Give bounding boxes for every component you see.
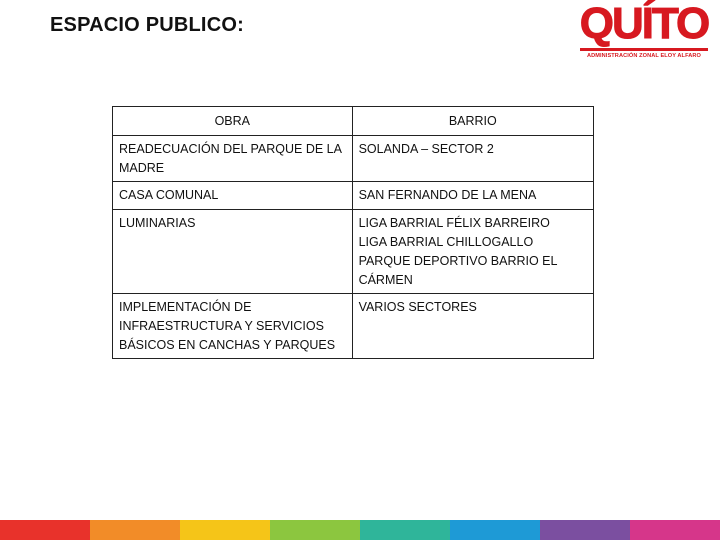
footer-stripe-segment xyxy=(270,520,360,540)
footer-stripe-segment xyxy=(180,520,270,540)
cell-obra: READECUACIÓN DEL PARQUE DE LA MADRE xyxy=(113,136,353,182)
table-row xyxy=(113,294,594,359)
footer-stripe-segment xyxy=(0,520,90,540)
footer-stripe-segment xyxy=(450,520,540,540)
barrio-line: VARIOS SECTORES xyxy=(358,300,477,314)
cell-obra: LUMINARIAS xyxy=(113,210,353,294)
footer-stripe-segment xyxy=(630,520,720,540)
barrio-line: SOLANDA – SECTOR 2 xyxy=(358,142,494,156)
quito-logo xyxy=(578,0,710,62)
cell-barrio xyxy=(352,210,593,294)
cell-obra: CASA COMUNAL xyxy=(113,182,353,210)
barrio-line: LIGA BARRIAL CHILLOGALLO xyxy=(358,235,534,249)
footer-stripe-segment xyxy=(360,520,450,540)
barrio-line: LIGA BARRIAL FÉLIX BARREIRO xyxy=(358,216,550,230)
logo-wordmark: QUÍTO xyxy=(579,0,709,48)
barrio-line: PARQUE DEPORTIVO BARRIO EL CÁRMEN xyxy=(358,254,557,287)
slide-title: ESPACIO PUBLICO: xyxy=(50,14,244,36)
logo-divider xyxy=(580,48,708,51)
logo-subtitle: ADMINISTRACIÓN ZONAL ELOY ALFARO xyxy=(586,53,702,59)
footer-stripe-segment xyxy=(90,520,180,540)
header-barrio: BARRIO xyxy=(352,107,593,136)
cell-barrio xyxy=(352,136,593,182)
cell-barrio xyxy=(352,294,593,359)
footer-color-stripe xyxy=(0,520,720,540)
cell-barrio xyxy=(352,182,593,210)
footer-stripe-segment xyxy=(540,520,630,540)
table-row xyxy=(113,182,594,210)
table-header-row xyxy=(113,107,594,136)
cell-obra: IMPLEMENTACIÓN DE INFRAESTRUCTURA Y SERVICIOS BÁSICOS EN CANCHAS Y PARQUES xyxy=(113,294,353,359)
table-row xyxy=(113,210,594,294)
header-obra: OBRA xyxy=(113,107,353,136)
table-row xyxy=(113,136,594,182)
barrio-line: SAN FERNANDO DE LA MENA xyxy=(358,188,537,202)
works-table xyxy=(112,106,594,359)
